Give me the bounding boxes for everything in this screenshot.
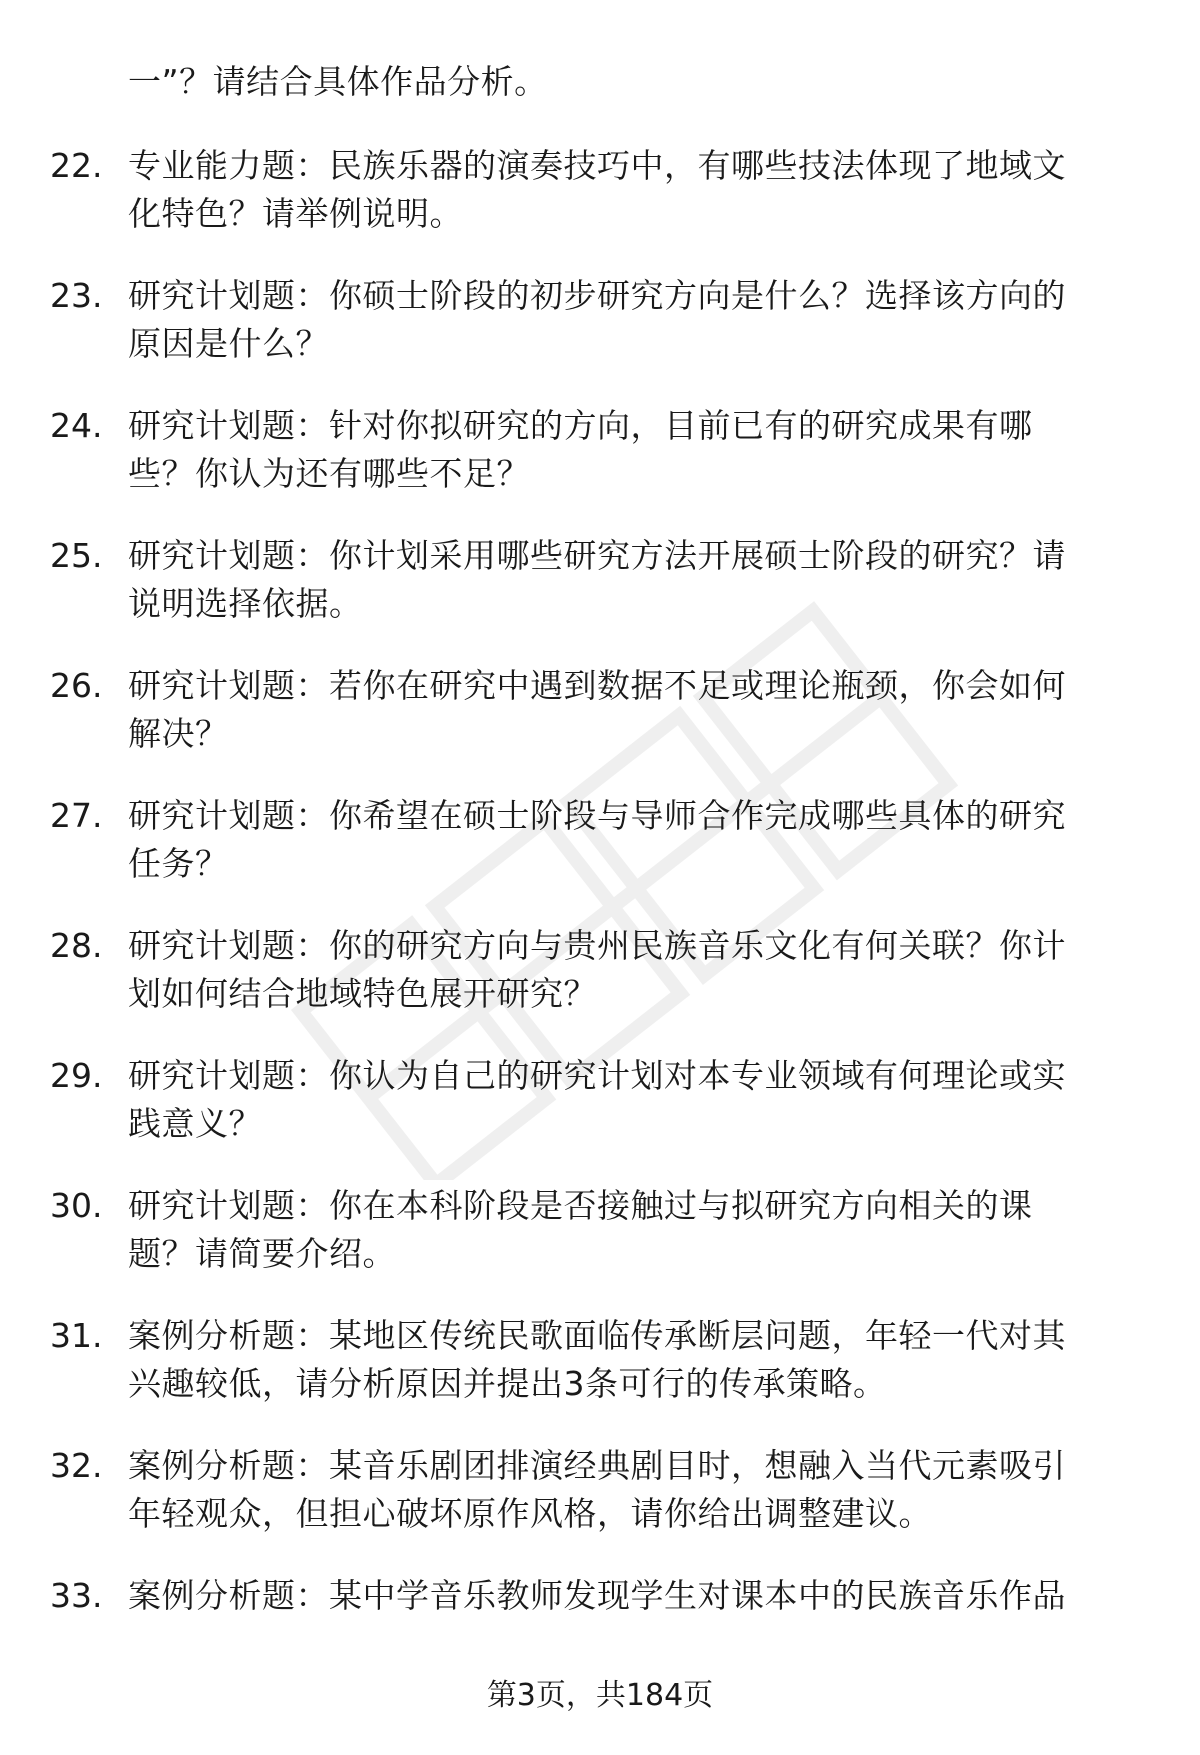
question-number: 24.	[50, 406, 103, 445]
question-text	[128, 662, 1138, 758]
question-number: 32.	[50, 1446, 103, 1485]
question-line: 研究计划题：若你在研究中遇到数据不足或理论瓶颈，你会如何	[128, 666, 1066, 705]
continued-question-text: 一”？请结合具体作品分析。	[128, 62, 548, 101]
question-line: 案例分析题：某地区传统民歌面临传承断层问题，年轻一代对其	[128, 1316, 1066, 1355]
question-item	[0, 272, 1200, 402]
question-text	[128, 792, 1138, 888]
question-item	[0, 662, 1200, 792]
question-text	[128, 922, 1138, 1018]
question-list	[0, 142, 1200, 1702]
question-item	[0, 1052, 1200, 1182]
question-item	[0, 922, 1200, 1052]
question-number: 23.	[50, 276, 103, 315]
question-number: 22.	[50, 146, 103, 185]
question-line: 划如何结合地域特色展开研究？	[128, 974, 597, 1013]
question-text	[128, 1572, 1138, 1620]
question-line: 些？你认为还有哪些不足？	[128, 454, 530, 493]
question-line: 解决？	[128, 714, 229, 753]
question-text	[128, 142, 1138, 238]
question-number: 31.	[50, 1316, 103, 1355]
question-item	[0, 402, 1200, 532]
question-number: 29.	[50, 1056, 103, 1095]
question-item	[0, 142, 1200, 272]
question-line: 案例分析题：某音乐剧团排演经典剧目时，想融入当代元素吸引	[128, 1446, 1066, 1485]
question-number: 27.	[50, 796, 103, 835]
question-line: 研究计划题：你的研究方向与贵州民族音乐文化有何关联？你计	[128, 926, 1066, 965]
question-line: 研究计划题：你认为自己的研究计划对本专业领域有何理论或实	[128, 1056, 1066, 1095]
question-item	[0, 1182, 1200, 1312]
question-text	[128, 1312, 1138, 1408]
question-line: 专业能力题：民族乐器的演奏技巧中，有哪些技法体现了地域文	[128, 146, 1066, 185]
question-line: 研究计划题：你在本科阶段是否接触过与拟研究方向相关的课	[128, 1186, 1033, 1225]
question-line: 任务？	[128, 844, 229, 883]
question-text	[128, 402, 1138, 498]
question-line: 兴趣较低，请分析原因并提出3条可行的传承策略。	[128, 1364, 887, 1403]
question-line: 题？请简要介绍。	[128, 1234, 396, 1273]
question-text	[128, 532, 1138, 628]
question-line: 化特色？请举例说明。	[128, 194, 463, 233]
question-line: 案例分析题：某中学音乐教师发现学生对课本中的民族音乐作品	[128, 1576, 1066, 1615]
question-item	[0, 792, 1200, 922]
question-item	[0, 1442, 1200, 1572]
question-line: 年轻观众，但担心破坏原作风格，请你给出调整建议。	[128, 1494, 932, 1533]
question-line: 研究计划题：你希望在硕士阶段与导师合作完成哪些具体的研究	[128, 796, 1066, 835]
question-number: 30.	[50, 1186, 103, 1225]
question-line: 说明选择依据。	[128, 584, 363, 623]
question-number: 25.	[50, 536, 103, 575]
question-line: 研究计划题：你硕士阶段的初步研究方向是什么？选择该方向的	[128, 276, 1066, 315]
question-number: 28.	[50, 926, 103, 965]
question-text	[128, 1442, 1138, 1538]
question-text	[128, 272, 1138, 368]
question-line: 研究计划题：针对你拟研究的方向，目前已有的研究成果有哪	[128, 406, 1033, 445]
question-number: 33.	[50, 1576, 103, 1615]
question-line: 原因是什么？	[128, 324, 329, 363]
question-text	[128, 1052, 1138, 1148]
question-item	[0, 532, 1200, 662]
page-number-footer: 第3页，共184页	[486, 1678, 714, 1713]
question-line: 研究计划题：你计划采用哪些研究方法开展硕士阶段的研究？请	[128, 536, 1066, 575]
question-number: 26.	[50, 666, 103, 705]
question-text	[128, 1182, 1138, 1278]
question-line: 践意义？	[128, 1104, 262, 1143]
question-item	[0, 1312, 1200, 1442]
